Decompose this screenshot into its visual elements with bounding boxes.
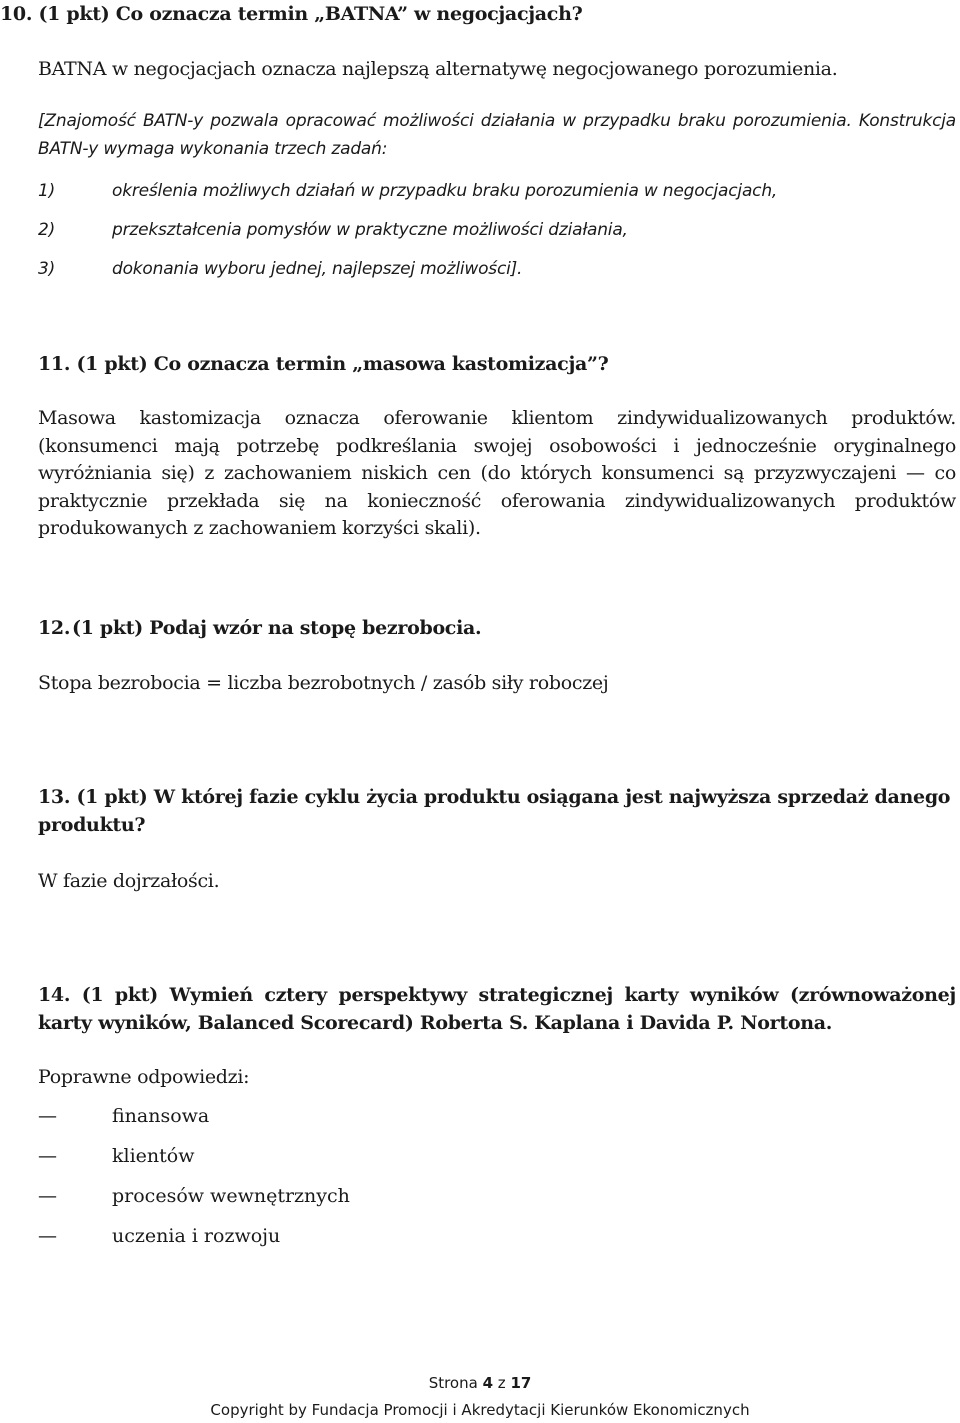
list-item: 1) określenia możliwych działań w przypadku braku porozumienia w negocjacjach, [38, 181, 778, 201]
note-rest: Konstrukcja BATN-y wymaga wykonania trzech zadań: [38, 111, 956, 159]
question-10-title: 10. (1 pkt) Co oznacza termin „BATNA” w negocjacjach? [0, 3, 583, 25]
question-14-title: 14. (1 pkt) Wymień cztery perspektywy strategicznej karty wyników (zrównoważonej karty wyników, Balanced Scorecard) Roberta S. Kaplana i Davida P. Nortona. [38, 984, 956, 1034]
list-item: — klientów [38, 1145, 195, 1167]
list-item: — finansowa [38, 1105, 210, 1127]
list-item: — uczenia i rozwoju [38, 1225, 281, 1247]
question-12-answer: Stopa bezrobocia = liczba bezrobotnych / zasób siły roboczej [38, 672, 609, 694]
question-11-answer: Masowa kastomizacja oznacza oferowanie klientom zindywidualizowanych produktów. (konsumenci mają potrzebę podkreślania swojej osobowości i jednocześnie oryginalnego wyróżniania się) z zachowaniem niskich cen (do których konsumenci są przyzwyczajeni — co praktycznie przekłada się na konieczność oferowania zindywidualizowanych produktów produkowanych z zachowaniem korzyści skali). [38, 407, 956, 539]
question-12-title: 12.(1 pkt) Podaj wzór na stopę bezrobocia. [38, 617, 482, 639]
question-13-title: 13. (1 pkt) W której fazie cyklu życia produktu osiągana jest najwyższa sprzedaż danego produktu? [38, 786, 951, 836]
question-14-answers-label: Poprawne odpowiedzi: [38, 1066, 250, 1088]
list-item: 2) przekształcenia pomysłów w praktyczne możliwości działania, [38, 220, 628, 240]
question-13-answer: W fazie dojrzałości. [38, 870, 220, 892]
question-11-title: 11. (1 pkt) Co oznacza termin „masowa kastomizacja”? [38, 353, 609, 375]
question-10-note [38, 107, 956, 163]
page-number: Strona 4 z 17 [428, 1374, 532, 1392]
list-item: 3) dokonania wyboru jednej, najlepszej możliwości]. [38, 259, 523, 279]
list-item: — procesów wewnętrznych [38, 1185, 350, 1207]
copyright-footer: Copyright by Fundacja Promocji i Akredytacji Kierunków Ekonomicznych [210, 1401, 750, 1419]
question-10-answer: BATNA w negocjacjach oznacza najlepszą alternatywę negocjowanego porozumienia. [38, 58, 838, 80]
note-lead: [Znajomość BATN-y pozwala opracować możliwości działania w przypadku braku porozumienia. [38, 111, 852, 131]
